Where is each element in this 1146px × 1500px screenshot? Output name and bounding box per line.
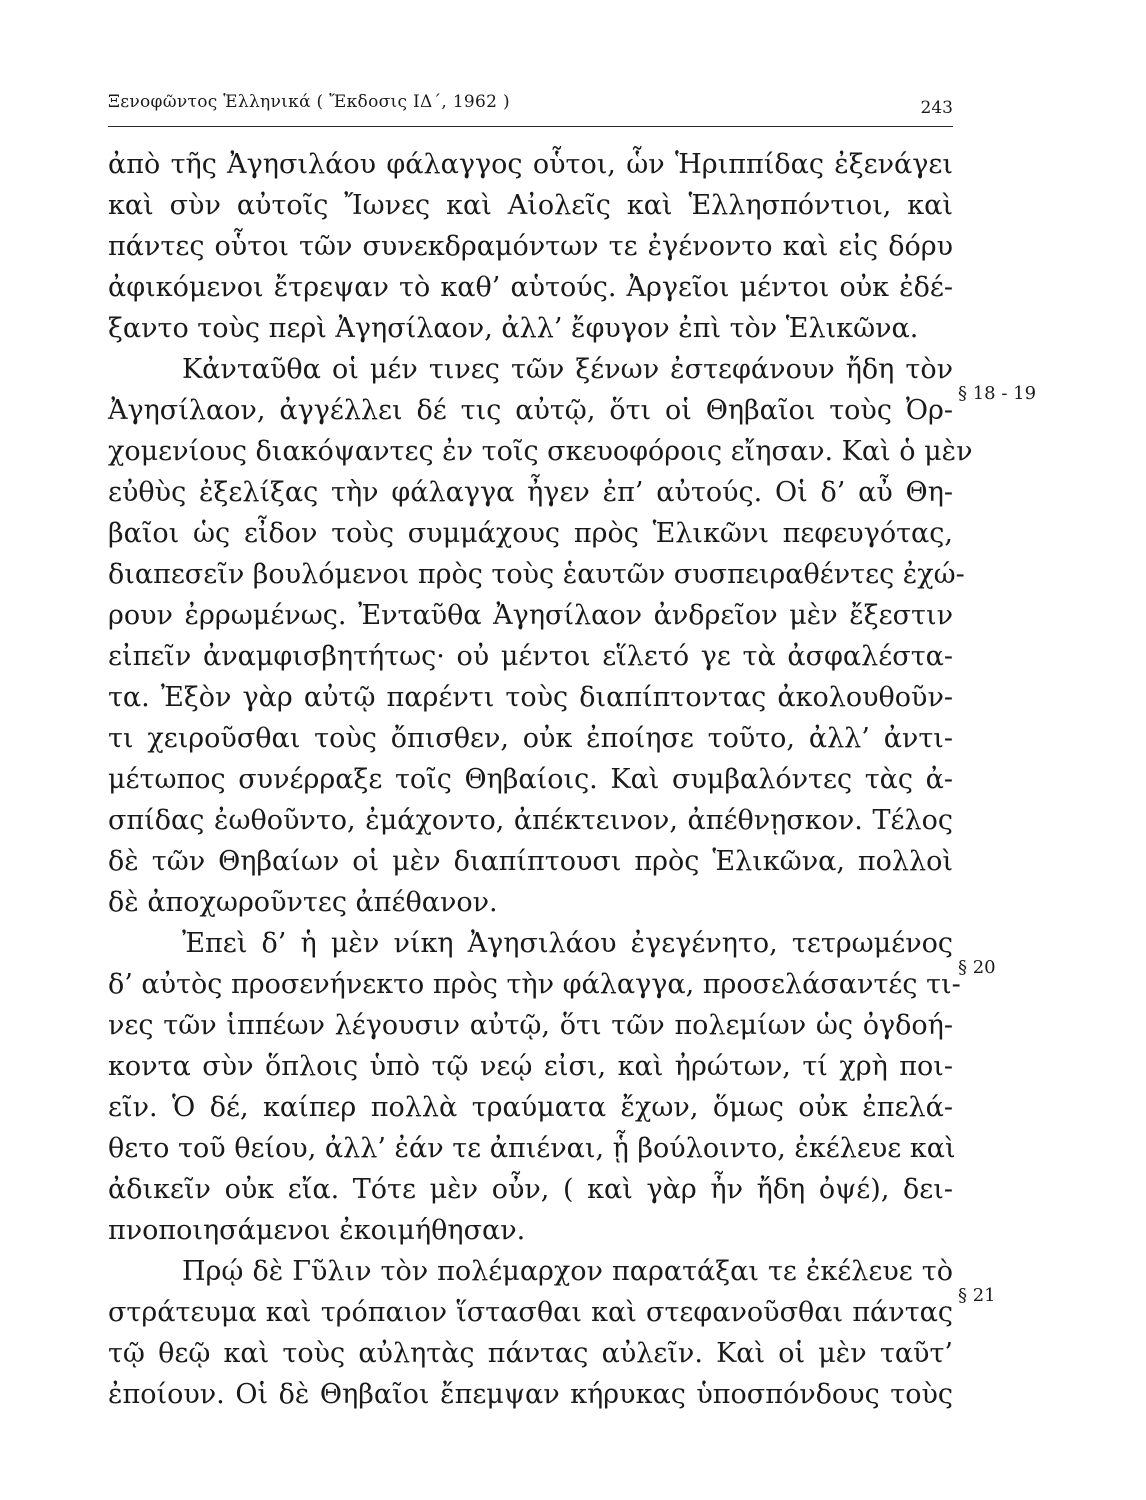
text-line: τα. Ἐξὸν γὰρ αὐτῷ παρέντι τοὺς διαπίπτοντας ἀκολουθοῦν- <box>108 682 953 713</box>
text-line: κοντα σὺν ὅπλοις ὑπὸ τῷ νεῴ εἰσι, καὶ ἠρώτων, τί χρὴ ποι- <box>108 1051 953 1082</box>
text-line: ἐποίουν. Οἱ δὲ Θηβαῖοι ἔπεμψαν κήρυκας ὑποσπόνδους τοὺς <box>108 1379 953 1410</box>
text-line: ρουν ἐρρωμένως. Ἐνταῦθα Ἀγησίλαον ἀνδρεῖον μὲν ἔξεστιν <box>108 600 953 631</box>
text-line: τῷ θεῷ καὶ τοὺς αὐλητὰς πάντας αὐλεῖν. Καὶ οἱ μὲν ταῦτ’ <box>108 1338 953 1369</box>
section-marker-18-19: § 18 - 19 <box>958 383 1037 404</box>
running-header <box>108 92 953 118</box>
text-line: χομενίους διακόψαντες ἐν τοῖς σκευοφόροις εἴησαν. Καὶ ὁ μὲν <box>108 436 973 467</box>
page-number: 243 <box>920 98 953 118</box>
text-line: θετο τοῦ θείου, ἀλλ’ ἐάν τε ἀπιέναι, ᾗ βούλοιντο, ἐκέλευε καὶ <box>108 1133 956 1164</box>
text-line: τι χειροῦσθαι τοὺς ὄπισθεν, οὐκ ἐποίησε τοῦτο, ἀλλ’ ἀντι- <box>108 723 953 754</box>
text-line: μέτωπος συνέρραξε τοῖς Θηβαίοις. Καὶ συμβαλόντες τὰς ἀ- <box>108 764 953 795</box>
text-line: Ἀγησίλαον, ἀγγέλλει δέ τις αὐτῷ, ὅτι οἱ Θηβαῖοι τοὺς Ὀρ- <box>108 395 953 426</box>
text-line: εῖν. Ὁ δέ, καίπερ πολλὰ τραύματα ἔχων, ὅμως οὐκ ἐπελά- <box>108 1092 953 1123</box>
text-line: ἀπὸ τῆς Ἀγησιλάου φάλαγγος οὗτοι, ὧν Ἡριππίδας ἐξενάγει <box>108 149 953 180</box>
header-title: Ξενοφῶντος Ἑλληνικά ( Ἔκδοσις ΙΔ΄, 1962 ) <box>108 92 510 112</box>
text-line: εἰπεῖν ἀναμφισβητήτως· οὐ μέντοι εἵλετό γε τὰ ἀσφαλέστα- <box>108 641 953 672</box>
text-line: καὶ σὺν αὐτοῖς Ἴωνες καὶ Αἰολεῖς καὶ Ἑλλησπόντιοι, καὶ <box>108 190 953 221</box>
text-line: σπίδας ἐωθοῦντο, ἐμάχοντο, ἀπέκτεινον, ἀπέθνῃσκον. Τέλος <box>108 805 953 836</box>
text-line: βαῖοι ὡς εἶδον τοὺς συμμάχους πρὸς Ἑλικῶνι πεφευγότας, <box>108 518 953 549</box>
text-line: δὲ ἀποχωροῦντες ἀπέθανον. <box>108 887 498 918</box>
header-rule <box>108 126 953 127</box>
text-line: διαπεσεῖν βουλόμενοι πρὸς τοὺς ἑαυτῶν συσπειραθέντες ἐχώ- <box>108 559 965 590</box>
text-line: νες τῶν ἱππέων λέγουσιν αὐτῷ, ὅτι τῶν πολεμίων ὡς ὀγδοή- <box>108 1010 953 1041</box>
section-marker-20: § 20 <box>958 957 996 978</box>
text-line: δ’ αὐτὸς προσενήνεκτο πρὸς τὴν φάλαγγα, προσελάσαντές τι- <box>108 969 961 1000</box>
text-line: Κἀνταῦθα οἱ μέν τινες τῶν ξένων ἐστεφάνουν ἤδη τὸν <box>182 354 953 385</box>
text-line: ἀφικόμενοι ἔτρεψαν τὸ καθ’ αὑτούς. Ἀργεῖοι μέντοι οὐκ ἐδέ- <box>108 272 953 303</box>
text-line: ξαντο τοὺς περὶ Ἀγησίλαον, ἀλλ’ ἔφυγον ἐπὶ τὸν Ἑλικῶνα. <box>108 313 919 344</box>
text-line: δὲ τῶν Θηβαίων οἱ μὲν διαπίπτουσι πρὸς Ἑλικῶνα, πολλοὶ <box>108 846 953 877</box>
text-line: πνοποιησάμενοι ἐκοιμήθησαν. <box>108 1215 526 1246</box>
text-line: Ἐπεὶ δ’ ἡ μὲν νίκη Ἀγησιλάου ἐγεγένητο, τετρωμένος <box>182 928 953 959</box>
text-line: στράτευμα καὶ τρόπαιον ἵστασθαι καὶ στεφανοῦσθαι πάντας <box>108 1297 953 1328</box>
text-line: ἀδικεῖν οὐκ εἴα. Τότε μὲν οὖν, ( καὶ γὰρ ἦν ἤδη ὀψέ), δει- <box>108 1174 953 1205</box>
text-line: Πρῴ δὲ Γῦλιν τὸν πολέμαρχον παρατάξαι τε ἐκέλευε τὸ <box>182 1256 953 1287</box>
text-line: πάντες οὗτοι τῶν συνεκδραμόντων τε ἐγένοντο καὶ εἰς δόρυ <box>108 231 953 262</box>
text-line: εὐθὺς ἐξελίξας τὴν φάλαγγα ἦγεν ἐπ’ αὐτούς. Οἱ δ’ αὖ Θη- <box>108 477 953 508</box>
section-marker-21: § 21 <box>958 1285 996 1306</box>
